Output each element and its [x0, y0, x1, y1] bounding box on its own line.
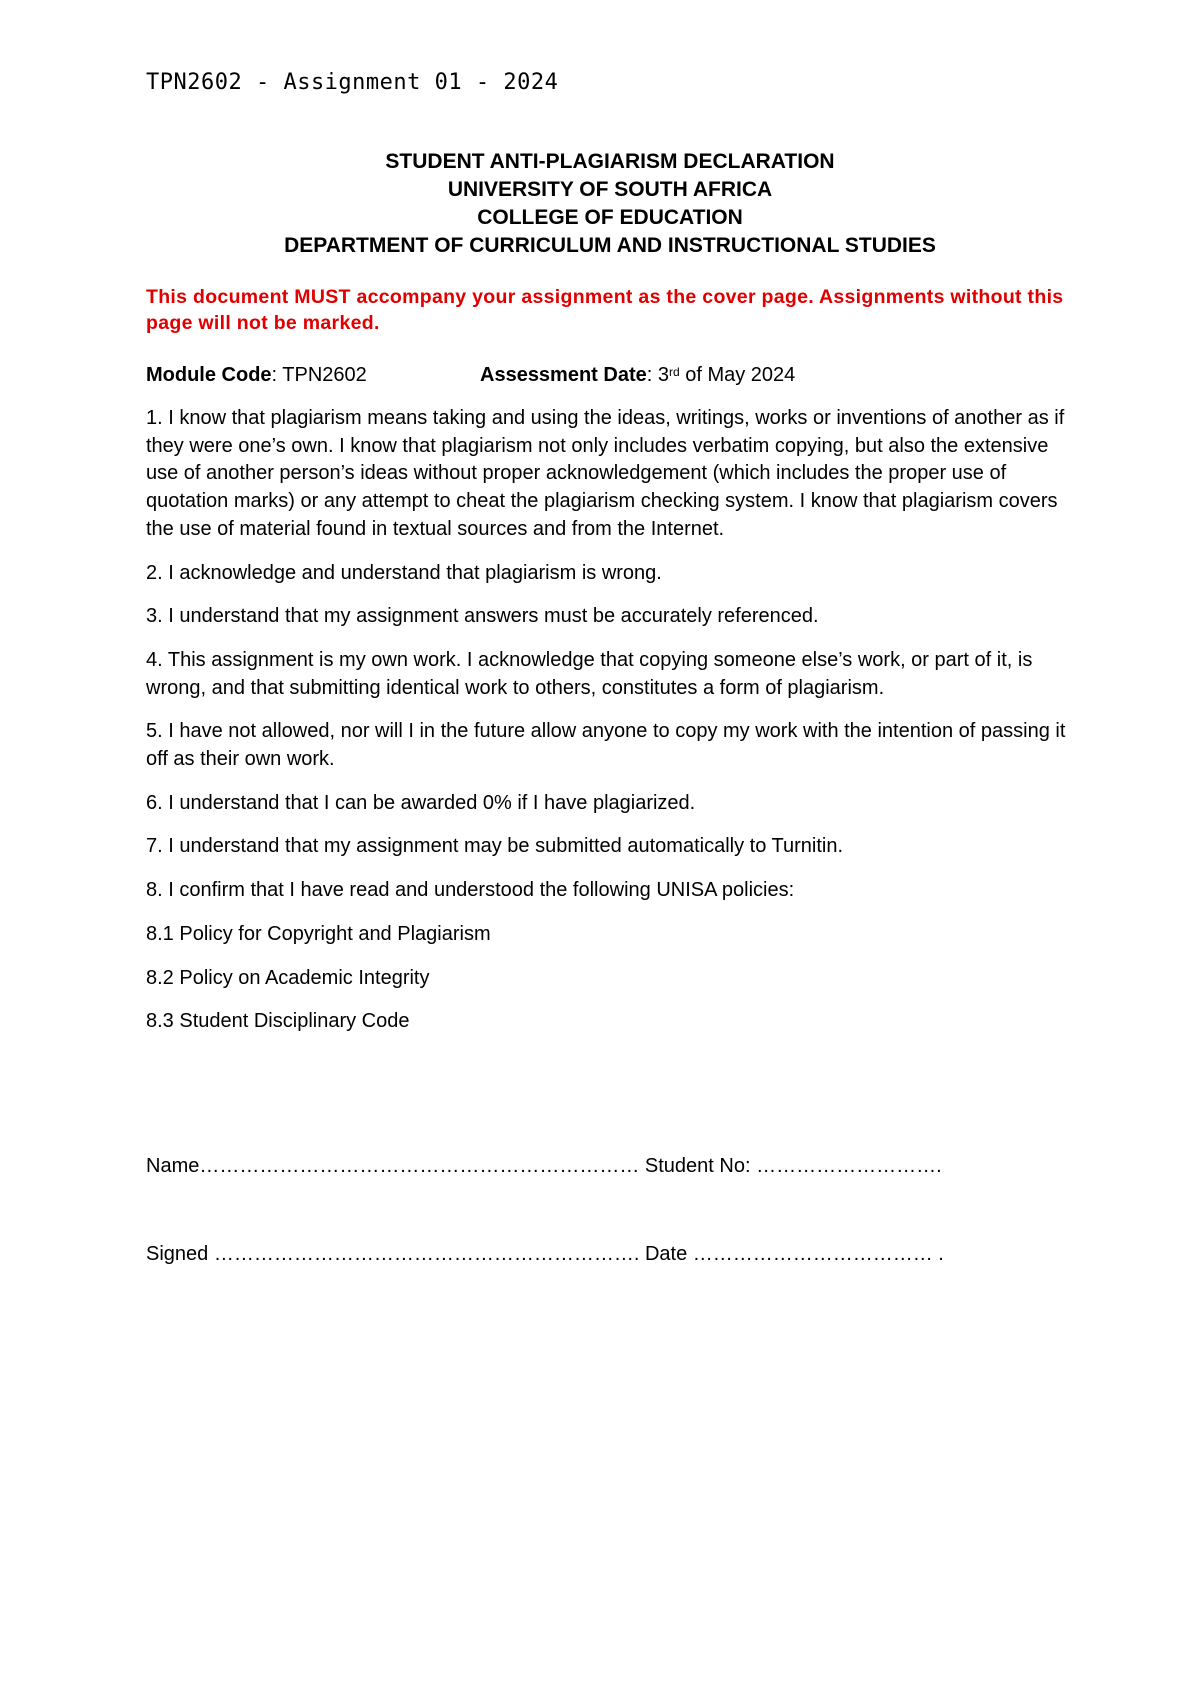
- declaration-title: [0, 148, 1200, 260]
- module-code-value: : TPN2602: [271, 364, 367, 386]
- statement-8: 8. I confirm that I have read and understood the following UNISA policies:: [146, 879, 795, 902]
- title-line-university: UNIVERSITY OF SOUTH AFRICA: [447, 178, 773, 201]
- title-line-department: DEPARTMENT OF CURRICULUM AND INSTRUCTIONAL STUDIES: [284, 234, 936, 257]
- name-student-no-line: Name………………………………………………………… Student No: ……………………….: [146, 1155, 942, 1177]
- statement-3: 3. I understand that my assignment answers must be accurately referenced.: [146, 605, 819, 628]
- module-code-label: Module Code: [146, 364, 272, 386]
- document-header: TPN2602 - Assignment 01 - 2024: [146, 70, 559, 95]
- statement-2: 2. I acknowledge and understand that plagiarism is wrong.: [146, 561, 662, 584]
- statement-6: 6. I understand that I can be awarded 0% if I have plagiarized.: [146, 791, 696, 814]
- statement-1: 1. I know that plagiarism means taking and using the ideas, writings, works or inventions of another as if they were one’s own. I know that plagiarism not only includes verbatim copying, but also the extensive use of another person’s ideas without proper acknowledgement (which includes the proper use of quotation marks) or any attempt to cheat the plagiarism checking system. I know that plagiarism covers the use of material found in textual sources and from the Internet.: [146, 407, 1065, 540]
- assessment-date-field: [480, 362, 795, 388]
- assessment-date-label: Assessment Date: [480, 364, 647, 386]
- policy-8-1: 8.1 Policy for Copyright and Plagiarism: [146, 922, 491, 945]
- assessment-date-suffix: of May 2024: [679, 364, 796, 386]
- policy-8-3: 8.3 Student Disciplinary Code: [146, 1010, 410, 1033]
- policy-8-2: 8.2 Policy on Academic Integrity: [146, 966, 430, 989]
- statement-4: 4. This assignment is my own work. I acknowledge that copying someone else’s work, or part of it, is wrong, and that submitting identical work to others, constitutes a form of plagiarism.: [146, 648, 1033, 699]
- title-line-college: COLLEGE OF EDUCATION: [477, 206, 743, 229]
- assessment-date-ordinal: rd: [669, 365, 680, 379]
- assessment-date-prefix: : 3: [646, 364, 669, 386]
- signed-date-line: Signed ………………………………………………………. Date ……………………………… .: [146, 1243, 944, 1265]
- cover-page-warning: This document MUST accompany your assignment as the cover page. Assignments without this page will not be marked.: [146, 286, 1064, 334]
- declaration-statements: [146, 405, 1076, 1052]
- module-info-line: [146, 362, 796, 388]
- statement-5: 5. I have not allowed, nor will I in the future allow anyone to copy my work with the intention of passing it off as their own work.: [146, 720, 1066, 771]
- title-line-declaration: STUDENT ANTI-PLAGIARISM DECLARATION: [385, 150, 835, 173]
- module-code-field: [146, 364, 367, 386]
- statement-7: 7. I understand that my assignment may be submitted automatically to Turnitin.: [146, 835, 844, 858]
